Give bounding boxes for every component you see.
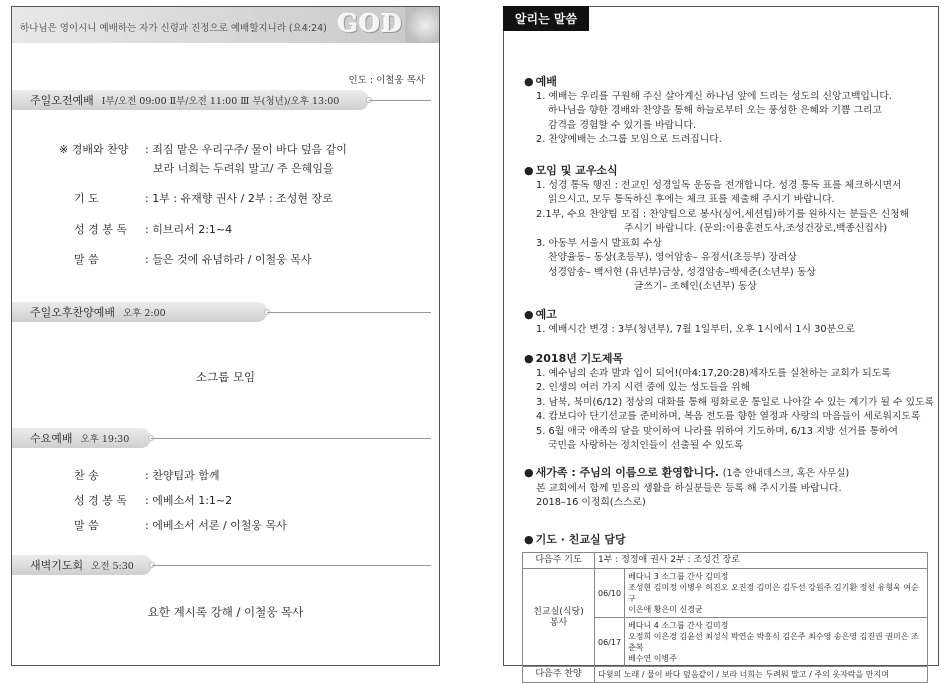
duty-names: 이은애 황은미 신경균 (628, 605, 703, 614)
divider (369, 100, 431, 101)
prayer-line: 1. 예수님의 손과 발과 입이 되어!(마4:17,20:28)제자도를 실천하는 교회가 되도록 (536, 367, 891, 379)
next-praise-value: 다윗의 노래 / 물이 바다 덮음같이 / 보라 너희는 두려워 말고 / 주의 옷자락을 만지며 (595, 667, 928, 683)
worship-order-page (11, 6, 440, 666)
welcome-heading (524, 466, 929, 482)
worship-line: 1. 예배는 우리를 구원해 주신 살아계신 하나님 앞에 드리는 성도의 신앙고백입니다. (536, 90, 892, 102)
groups-section (524, 164, 929, 295)
morning-service-times: Ⅰ부/오전 09:00 Ⅱ부/오전 11:00 Ⅲ 부(청년)/오후 13:00 (101, 96, 340, 107)
wed-sermon-label: 말 씀 (74, 519, 99, 532)
sermon-value: : 들은 것에 유념하라 / 이철웅 목사 (145, 253, 312, 266)
god-logo: GOD (337, 9, 403, 38)
flower-decoration-icon (405, 7, 439, 43)
prayer-line: 4. 캄보디아 단기선교를 준비하며, 복음 전도를 향한 열정과 사랑의 마음들이 세로워지도록 (536, 411, 921, 422)
welcome-line: 2018–16 이정희(스스로) (536, 497, 646, 508)
next-prayer-label: 다음주 기도 (523, 553, 595, 569)
worship-line: 2. 찬양예배는 소그룹 모임으로 드려집니다. (536, 134, 722, 145)
notice-heading (524, 308, 929, 323)
duty-title: 기도 · 친교실 담당 (535, 533, 626, 546)
afternoon-service-title: 주일오후찬양예배 (30, 306, 116, 319)
header-banner (12, 7, 439, 43)
divider (267, 312, 431, 313)
prayer-heading (524, 352, 929, 367)
next-praise-label: 다음주 찬양 (523, 667, 595, 683)
next-prayer-value: 1부 : 정정애 권사 2부 : 조성건 장로 (595, 553, 928, 569)
banner-verse: 하나님은 영이시니 예배하는 자가 신령과 진정으로 예배할지니라 (요4:24) (20, 23, 327, 34)
prayer-line: 2. 인생의 여러 가지 시련 중에 있는 성도들을 위해 (536, 382, 751, 393)
dawn-content: 요한 계시록 강해 / 이철웅 목사 (147, 605, 304, 619)
bullet-icon: ● (524, 352, 534, 365)
table-row (523, 569, 928, 618)
welcome-note: (1층 안내데스크, 혹은 사무실) (722, 468, 850, 479)
worship-title: 예배 (535, 75, 557, 88)
praise-songs-line2: 보라 너희는 두려워 말고/ 주 은혜임을 (153, 162, 334, 175)
divider (151, 438, 431, 439)
duty-heading (524, 533, 929, 548)
morning-service-title: 주일오전예배 (30, 94, 94, 107)
bullet-icon: ● (524, 164, 534, 177)
sermon-label: 말 씀 (74, 253, 99, 266)
prayer-line: 3. 남북, 북미(6/12) 정상의 대화를 통해 평화로운 통일로 나아갈 수 있는 계기가 될 수 있도록 (536, 396, 935, 408)
bullet-icon: ● (524, 466, 534, 479)
worship-line: 감격을 경험할 수 있기를 바랍니다. (548, 119, 697, 131)
praise-label: ※ 경배와 찬양 (59, 143, 129, 156)
notice-section (524, 308, 929, 337)
prayer-title: 2018년 기도제목 (535, 352, 624, 365)
groups-line: 읽으시고, 모두 통독하신 후에는 체크 표를 제출해 주시기 바랍니다. (548, 194, 835, 205)
announcements-header: 알리는 말씀 (503, 6, 589, 31)
duty-names: 오정희 이은경 김윤선 최성식 박연순 박흥식 김은주 최수영 송은영 김진권 권미은 조춘복 (628, 632, 919, 652)
groups-line: 1. 성경 통독 행진 : 전교인 성경일독 운동을 전개합니다. 성경 통독 표를 체크하시면서 (536, 179, 902, 191)
groups-line: 글쓰기– 조혜인(소년부) 동상 (634, 281, 757, 292)
duty-members (625, 569, 928, 618)
bullet-icon: ● (524, 308, 534, 321)
groups-line: 찬양율동– 동상(초등부), 영어암송– 유정서(초등부) 장려상 (548, 252, 797, 263)
groups-line: 2.1부, 수요 찬양팀 모집 : 찬양팀으로 봉사(싱어,세션팀)하기를 원하시는 분들은 신청해 (536, 208, 910, 220)
groups-line: 3. 아동부 서울시 발표회 수상 (536, 237, 662, 249)
wed-praise-label: 찬 송 (74, 469, 99, 482)
groups-line: 주시기 바랍니다. (문의:이용훈전도사,조성건장로,백종신집사) (624, 223, 888, 234)
wed-scripture-value: : 에베소서 1:1~2 (145, 494, 233, 507)
prayer-value: : 1부 : 유재향 권사 / 2부 : 조성현 장로 (145, 192, 333, 205)
notice-title: 예고 (535, 308, 557, 321)
wed-praise-value: : 찬양팀과 함께 (145, 469, 220, 482)
officiant: 인도 : 이철웅 목사 (348, 75, 425, 86)
groups-heading (524, 164, 929, 179)
duty-table (522, 552, 928, 683)
prayer-line: 국민을 사랑하는 정치인들이 선출될 수 있도록 (548, 440, 744, 451)
bullet-icon: ● (524, 75, 534, 88)
groups-line: 성경암송– 백서현 (유년부)금상, 성경암송–백세준(소년부) 동상 (548, 266, 816, 278)
wednesday-service-bar (12, 428, 151, 448)
duty-group: 베다니 3 소그룹 간사 김미정 (628, 572, 729, 581)
worship-line: 하나님을 향한 경배와 찬양을 통해 하늘로부터 오는 풍성한 은혜와 기쁨 그리고 (548, 105, 882, 116)
duty-group: 베다니 4 소그룹 간사 김미정 (628, 621, 729, 630)
scripture-value: : 히브리서 2:1~4 (145, 223, 233, 236)
prayer-line: 5. 6월 애국 애족의 달을 맞이하여 나라를 위하여 기도하며, 6/13 지방 선거를 통하여 (536, 425, 898, 437)
duty-members (625, 618, 928, 667)
scripture-label: 성 경 봉 독 (74, 223, 127, 236)
notice-line: 1. 예배시간 변경 : 3부(청년부), 7월 1일부터, 오후 1시에서 1시 30분으로 (536, 323, 855, 335)
divider (152, 565, 431, 566)
worship-section (524, 75, 929, 148)
welcome-line: 본 교회에서 함께 믿음의 생활을 하실분들은 등록 해 주시기를 바랍니다. (536, 482, 842, 494)
afternoon-service-bar (12, 302, 267, 322)
groups-title: 모임 및 교우소식 (535, 164, 618, 177)
duty-date: 06/17 (595, 618, 625, 667)
dawn-service-time: 오전 5:30 (91, 561, 134, 572)
morning-service-bar (12, 90, 369, 110)
dawn-service-title: 새벽기도회 (30, 559, 84, 572)
worship-heading (524, 75, 929, 90)
duty-names: 조성현 김미정 이병우 허진오 오진경 김미은 김두선 강원주 김기환 정선 유형욱 여순구 (628, 583, 919, 603)
duty-names: 배수연 이병주 (628, 654, 677, 663)
praise-songs-line1: : 죄짐 맡은 우리구주/ 물이 바다 덮음 같이 (145, 143, 347, 156)
table-row (523, 667, 928, 683)
wednesday-service-time: 오후 19:30 (80, 434, 130, 445)
wednesday-service-title: 수요예배 (30, 432, 73, 445)
table-row (523, 553, 928, 569)
dawn-service-bar (12, 555, 152, 575)
afternoon-content: 소그룹 모임 (195, 370, 256, 384)
wed-sermon-value: : 에베소서 서론 / 이철웅 목사 (145, 519, 287, 532)
bullet-icon: ● (524, 533, 534, 546)
kitchen-label: 친교실(식당) 봉사 (523, 569, 595, 667)
announcements-page (503, 6, 939, 679)
prayer-section (524, 352, 935, 454)
duty-section (524, 533, 929, 548)
wed-scripture-label: 성 경 봉 독 (74, 494, 127, 507)
duty-date: 06/10 (595, 569, 625, 618)
welcome-title: 새가족 : 주님의 이름으로 환영합니다. (535, 466, 719, 479)
afternoon-service-time: 오후 2:00 (123, 308, 166, 319)
welcome-section (524, 466, 929, 511)
prayer-label: 기 도 (74, 192, 99, 205)
